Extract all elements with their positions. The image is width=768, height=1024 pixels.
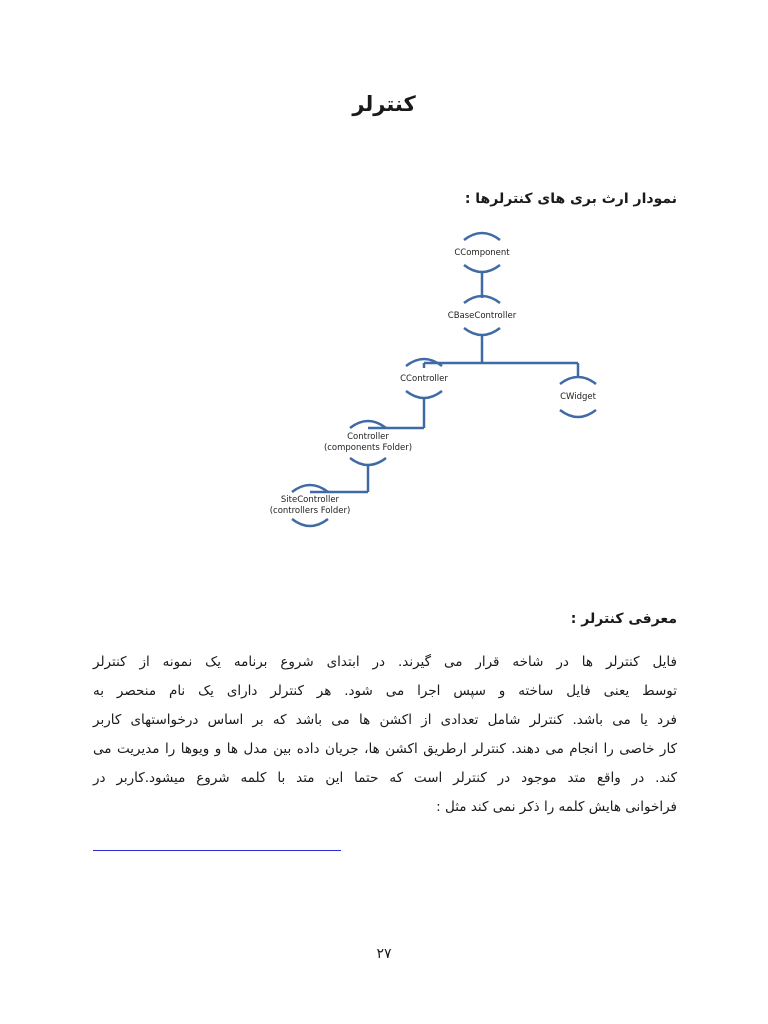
paragraph-line: فرد یا می باشد. کنترلر شامل تعدادی از اکشن ها می باشد که بر اساس درخواستهای کاربر xyxy=(93,712,677,728)
paragraph-line: توسط یعنی فایل ساخته و سپس اجرا می شود. هر کنترلر دارای یک نام منحصر به xyxy=(93,683,677,699)
node-label-controller: Controller xyxy=(347,432,389,442)
paragraph-line: کند. در واقع متد موجود در کنترلر است که حتما این متد با کلمه شروع میشود.کاربر در xyxy=(93,770,677,786)
paragraph-line: فایل کنترلر ها در شاخه قرار می گیرند. در ابتدای شروع برنامه یک نمونه از کنترلر xyxy=(93,654,677,670)
node-label-cbasecontroller: CBaseController xyxy=(447,311,517,321)
footnote-separator xyxy=(93,850,341,851)
controller-intro-paragraph xyxy=(93,648,677,822)
node-bracket-bottom xyxy=(464,265,500,272)
node-label-sitecontroller: SiteController xyxy=(280,495,340,505)
page-title: کنترلر xyxy=(352,92,416,116)
paragraph-line: کار خاصی را انجام می دهند. کنترلر ارطریق اکشن ها، جریان داده بین مدل ها و ویوها را مدیریت می xyxy=(93,741,677,757)
node-bracket-top xyxy=(464,233,500,240)
paragraph-line: فراخوانی هایش کلمه را ذکر نمی کند مثل : xyxy=(436,799,677,815)
diagram-connectors xyxy=(292,233,596,526)
diagram-node-labels xyxy=(270,248,597,516)
node-label-controller: (components Folder) xyxy=(323,443,413,453)
node-label-cwidget: CWidget xyxy=(560,392,596,402)
node-label-ccomponent: CComponent xyxy=(454,248,510,258)
inheritance-diagram-heading: نمودار ارث بری های کنترلرها : xyxy=(464,191,677,207)
page-number: ۲۷ xyxy=(376,946,392,962)
node-label-ccontroller: CController xyxy=(400,374,448,384)
node-label-sitecontroller: (controllers Folder) xyxy=(269,506,351,516)
controller-intro-heading: معرفی کنترلر : xyxy=(570,611,677,627)
